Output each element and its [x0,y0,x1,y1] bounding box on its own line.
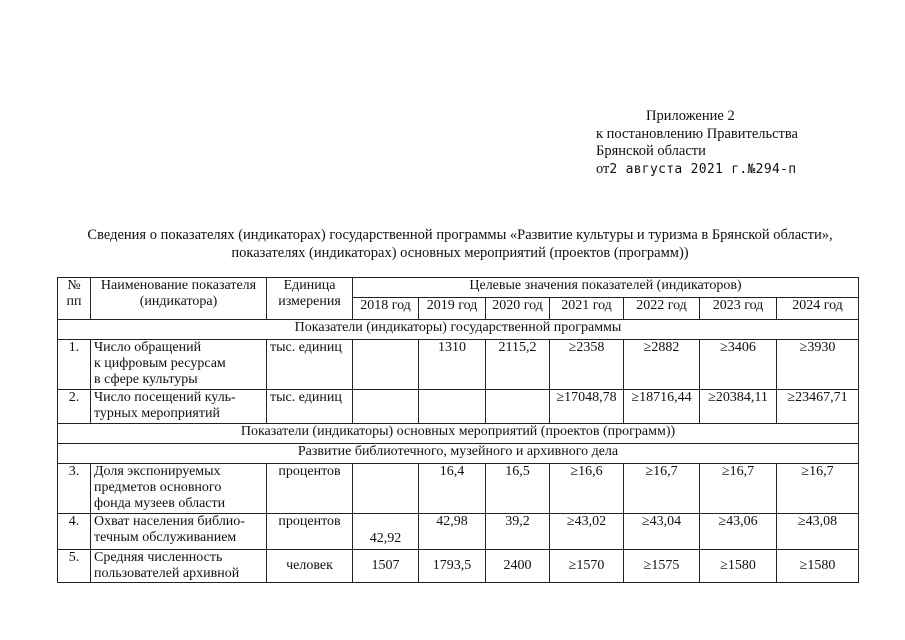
row-number: 1. [58,340,91,390]
value-cell [353,340,419,390]
value-cell: ≥1580 [777,550,859,583]
value-cell: 16,5 [486,464,550,514]
value-cell: 2400 [486,550,550,583]
value-cell: 16,4 [419,464,486,514]
value-cell: ≥1570 [550,550,624,583]
value-cell: 2115,2 [486,340,550,390]
value-cell: ≥43,04 [624,514,700,550]
value-cell: ≥1575 [624,550,700,583]
section-program-indicators: Показатели (индикаторы) государственной программы [58,320,859,340]
value-cell: ≥2358 [550,340,624,390]
unit-cell: тыс. единиц [267,340,353,390]
header-year: 2023 год [700,298,777,320]
header-year: 2019 год [419,298,486,320]
value-cell: ≥23467,71 [777,390,859,424]
appendix-block [596,108,896,178]
row-number: 4. [58,514,91,550]
unit-cell: тыс. единиц [267,390,353,424]
row-number: 3. [58,464,91,514]
value-cell: ≥1580 [700,550,777,583]
header-number: № пп [58,278,91,320]
value-cell: ≥16,6 [550,464,624,514]
value-cell: ≥43,08 [777,514,859,550]
header-unit: Единица измерения [267,278,353,320]
header-year: 2022 год [624,298,700,320]
value-cell: 39,2 [486,514,550,550]
header-year: 2024 год [777,298,859,320]
value-cell: 1793,5 [419,550,486,583]
value-cell: ≥16,7 [700,464,777,514]
indicators-table [57,277,859,583]
appendix-date [596,161,896,179]
value-cell: 1310 [419,340,486,390]
indicator-name: Охват населения библио- течным обслуживанием [91,514,267,550]
value-cell [353,390,419,424]
unit-cell: человек [267,550,353,583]
value-cell [486,390,550,424]
value-cell: ≥16,7 [624,464,700,514]
section-library-museum-archive: Развитие библиотечного, музейного и архивного дела [58,444,859,464]
row-number: 2. [58,390,91,424]
table-row [58,550,859,583]
indicator-name: Средняя численность пользователей архивной [91,550,267,583]
value-cell: ≥20384,11 [700,390,777,424]
value-cell: 42,92 [353,514,419,550]
value-cell: ≥17048,78 [550,390,624,424]
table-row [58,390,859,424]
value-cell: 42,98 [419,514,486,550]
header-year: 2021 год [550,298,624,320]
value-cell: ≥43,02 [550,514,624,550]
appendix-line-1: к постановлению Правительства [596,125,798,142]
section-event-indicators: Показатели (индикаторы) основных мероприятий (проектов (программ)) [58,424,859,444]
value-cell: ≥2882 [624,340,700,390]
heading-line-1: Сведения о показателях (индикаторах) государственной программы «Развитие культуры и туризма в Брянской области», [87,227,833,243]
heading-line-2: показателях (индикаторах) основных мероприятий (проектов (программ)) [231,245,689,261]
header-indicator-name: Наименование показателя (индикатора) [91,278,267,320]
value-cell: ≥3930 [777,340,859,390]
row-number: 5. [58,550,91,583]
appendix-line-2: Брянской области [596,143,706,159]
indicator-name: Число обращений к цифровым ресурсам в сфере культуры [91,340,267,390]
table-row [58,340,859,390]
value-cell: ≥16,7 [777,464,859,514]
indicator-name: Число посещений куль- турных мероприятий [91,390,267,424]
indicator-name: Доля экспонируемых предметов основного фонда музеев области [91,464,267,514]
table-row [58,514,859,550]
value-cell: ≥43,06 [700,514,777,550]
value-cell [353,464,419,514]
value-cell: ≥3406 [700,340,777,390]
appendix-date-prefix: от [596,160,610,177]
document-heading [40,226,880,262]
value-cell: 1507 [353,550,419,583]
appendix-date-stamp: 2 августа 2021 г.№294-п [609,161,797,177]
header-target-values: Целевые значения показателей (индикаторов) [353,278,859,298]
table-row [58,464,859,514]
unit-cell: процентов [267,514,353,550]
value-cell [419,390,486,424]
value-cell: ≥18716,44 [624,390,700,424]
header-year: 2020 год [486,298,550,320]
header-year: 2018 год [353,298,419,320]
unit-cell: процентов [267,464,353,514]
appendix-title: Приложение 2 [646,108,735,124]
